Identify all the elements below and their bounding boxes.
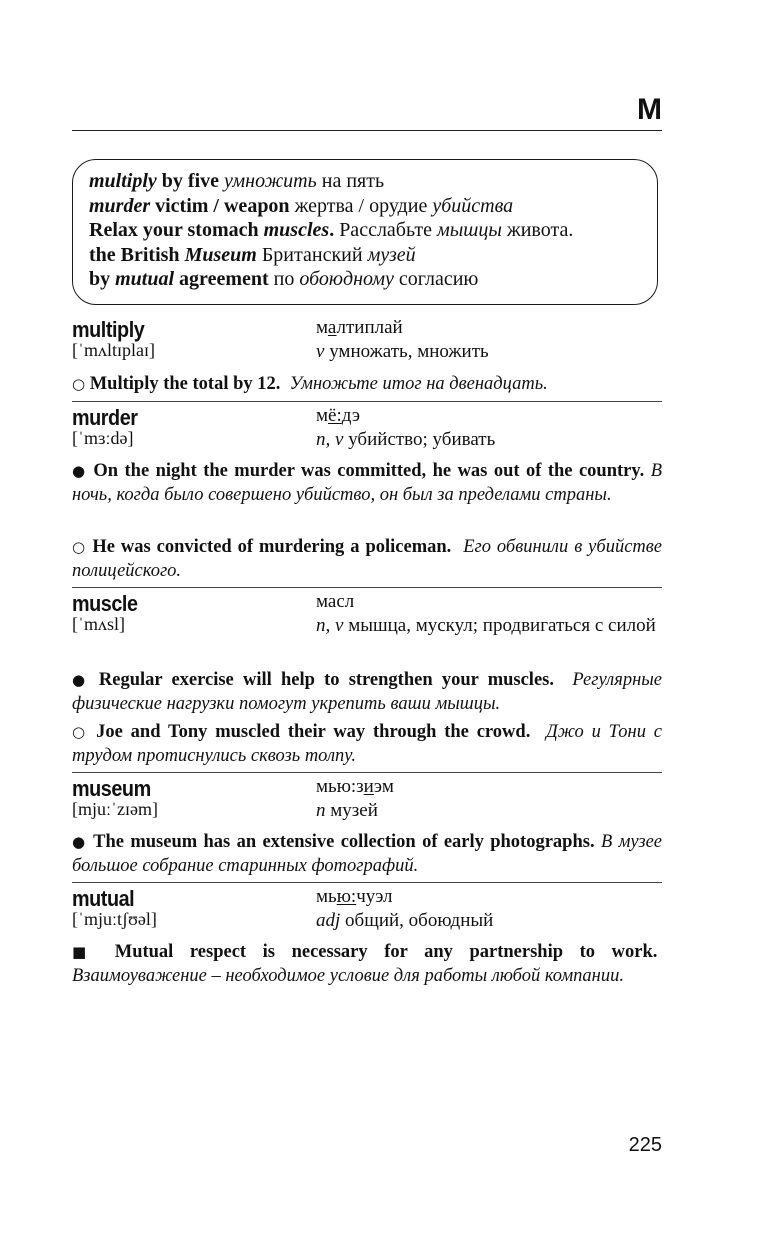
headword: multiply: [72, 317, 145, 342]
ipa-transcription: [ˈmɜːdə]: [72, 428, 134, 448]
definition: n, v мышца, мускул; продвигаться с силой: [316, 615, 656, 636]
example: ○ Joe and Tony muscled their way through the crowd. Джо и Тони с трудом протиснулись сквозь толпу.: [72, 722, 663, 766]
circle-outline-icon: ○: [72, 723, 89, 741]
headword: museum: [72, 776, 151, 801]
pronunciation: мью:зиэм: [316, 776, 394, 797]
pronunciation: малтиплай: [316, 317, 403, 338]
filled-circle-icon: ●: [72, 671, 90, 689]
pronunciation: мью:чуэл: [316, 886, 393, 907]
filled-circle-icon: ●: [72, 462, 87, 480]
example: ● Regular exercise will help to strengthen your muscles. Регулярные физические нагрузки помогут укрепить ваши мышцы.: [72, 670, 662, 714]
divider: [72, 587, 662, 588]
ipa-transcription: [mjuːˈzɪəm]: [72, 799, 158, 819]
phrase-line: murder victim / weapon жертва / орудие убийства: [89, 194, 514, 217]
page-number: 225: [628, 1134, 662, 1156]
phrase-line: by mutual agreement по обоюдному согласию: [89, 268, 479, 291]
headword: muscle: [72, 591, 138, 616]
circle-outline-icon: ○: [72, 538, 87, 556]
headword: murder: [72, 405, 138, 430]
example: ■ Mutual respect is necessary for any partnership to work. Взаимоуважение – необходимое условие для работы любой компании.: [72, 942, 658, 986]
example: ● On the night the murder was committed, he was out of the country. В ночь, когда было совершено убийство, он был за пределами страны.: [72, 461, 662, 505]
pronunciation: мё:дэ: [316, 405, 361, 426]
circle-outline-icon: ○: [72, 375, 86, 393]
definition: n, v убийство; убивать: [316, 429, 496, 450]
example: ○ Multiply the total by 12. Умножьте итог на двенадцать.: [72, 374, 548, 394]
divider: [72, 772, 662, 773]
filled-circle-icon: ●: [72, 833, 87, 851]
header-rule: [72, 130, 662, 131]
divider: [72, 401, 662, 402]
phrase-line: multiply by five умножить на пять: [89, 170, 385, 192]
example: ○ He was convicted of murdering a policeman. Его обвинили в убийстве полицейского.: [72, 537, 663, 581]
definition: n музей: [316, 800, 378, 821]
dictionary-page: [72, 0, 662, 1239]
divider: [72, 882, 662, 883]
definition: adj общий, обоюдный: [316, 910, 494, 931]
phrase-box: [72, 159, 658, 305]
ipa-transcription: [ˈmʌltɪplaɪ]: [72, 340, 155, 360]
ipa-transcription: [ˈmjuːtʃʊəl]: [72, 909, 157, 929]
example: ● The museum has an extensive collection of early photographs. В музее большое собрание старинных фотографий.: [72, 832, 662, 876]
section-letter: M: [637, 93, 662, 126]
phrase-line: Relax your stomach muscles. Расслабьте мышцы живота.: [89, 219, 574, 242]
pronunciation: масл: [316, 591, 355, 612]
phrase-line: the British Museum Британский музей: [89, 243, 416, 266]
ipa-transcription: [ˈmʌsl]: [72, 614, 125, 634]
filled-square-icon: ■: [72, 943, 99, 961]
definition: v умножать, множить: [316, 341, 489, 362]
headword: mutual: [72, 886, 135, 911]
